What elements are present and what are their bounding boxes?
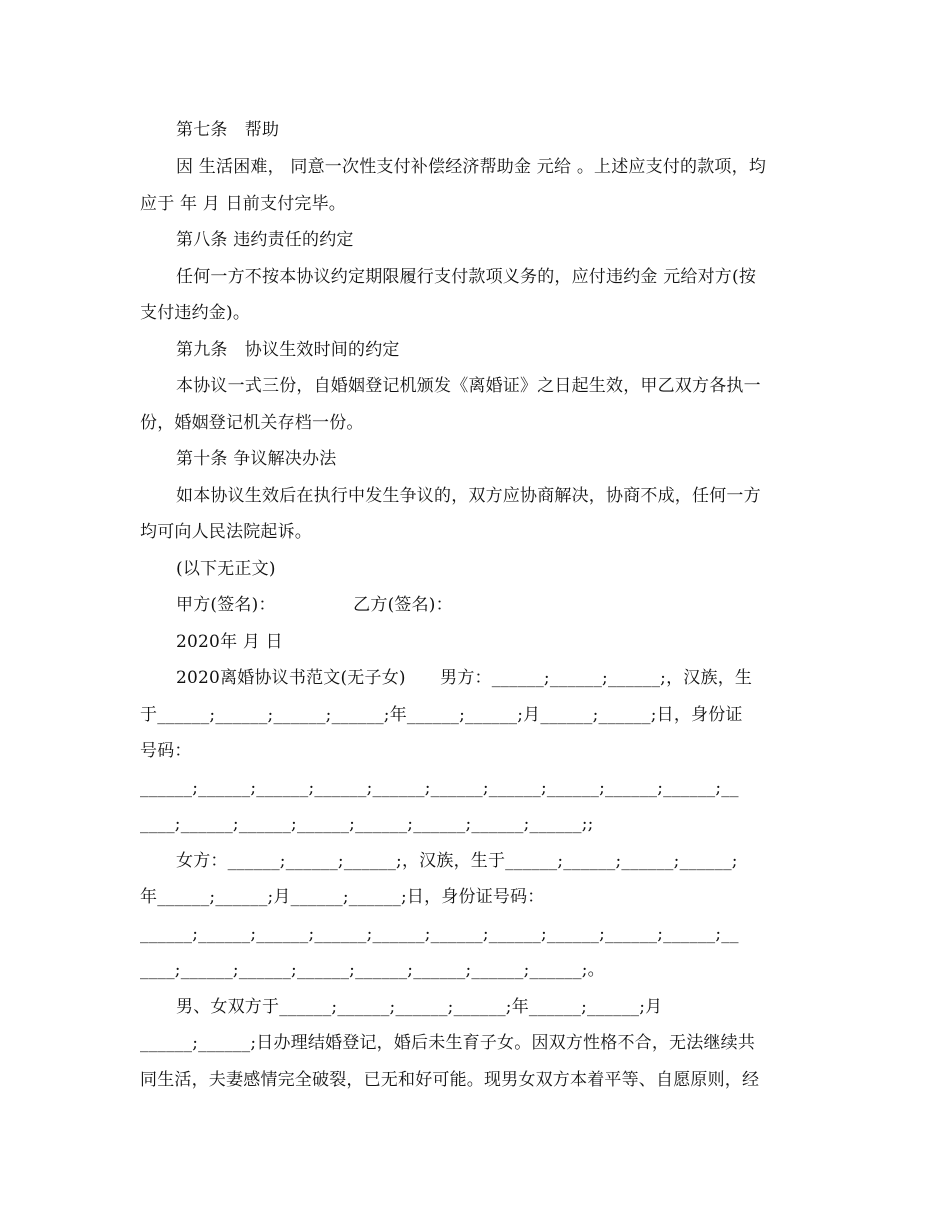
paragraph-line: 号码： [140, 741, 192, 761]
article-9-heading: 第九条 协议生效时间的约定 [176, 340, 400, 360]
paragraph-line: ______;______;日办理结婚登记，婚后未生育子女。因双方性格不合，无法继续共 [140, 1033, 756, 1053]
paragraph-line: 任何一方不按本协议约定期限履行支付款项义务的，应付违约金 元给对方(按 [176, 267, 757, 287]
article-7-heading: 第七条 帮助 [176, 120, 280, 140]
signature-line: 甲方(签名)： 乙方(签名)： [176, 595, 453, 615]
blank-field-line: ____;______;______;______;______;______;______;______;; [140, 814, 594, 834]
paragraph-line: 男、女双方于______;______;______;______;年______;______;月 [176, 997, 663, 1017]
section-title-line: 2020离婚协议书范文(无子女) 男方：______;______;______;，汉族，生 [176, 668, 753, 688]
paragraph-line: 年______;______;月______;______;日，身份证号码： [140, 887, 545, 907]
date-line: 2020年 月 日 [176, 632, 283, 652]
paragraph-line: 均可向人民法院起诉。 [140, 522, 312, 542]
end-note: (以下无正文) [176, 559, 276, 579]
paragraph-line: 同生活，夫妻感情完全破裂，已无和好可能。现男女双方本着平等、自愿原则，经 [140, 1070, 760, 1090]
paragraph-line: 女方：______;______;______;，汉族，生于______;______;______;______; [176, 851, 738, 871]
article-8-heading: 第八条 违约责任的约定 [176, 230, 354, 250]
blank-field-line: ______;______;______;______;______;______;______;______;______;______;__ [140, 924, 739, 944]
paragraph-line: 份，婚姻登记机关存档一份。 [140, 413, 364, 433]
article-10-heading: 第十条 争议解决办法 [176, 449, 337, 469]
paragraph-line: 因 生活困难， 同意一次性支付补偿经济帮助金 元给 。上述应支付的款项，均 [176, 157, 767, 177]
blank-field-line: ____;______;______;______;______;______;______;______;。 [140, 960, 605, 980]
paragraph-line: 支付违约金)。 [140, 303, 251, 323]
paragraph-line: 于______;______;______;______;年______;______;月______;______;日，身份证 [140, 705, 743, 725]
blank-field-line: ______;______;______;______;______;______;______;______;______;______;__ [140, 778, 739, 798]
paragraph-line: 应于 年 月 日前支付完毕。 [140, 194, 347, 214]
paragraph-line: 本协议一式三份，自婚姻登记机颁发《离婚证》之日起生效，甲乙双方各执一 [176, 376, 761, 396]
paragraph-line: 如本协议生效后在执行中发生争议的，双方应协商解决，协商不成，任何一方 [176, 486, 761, 506]
